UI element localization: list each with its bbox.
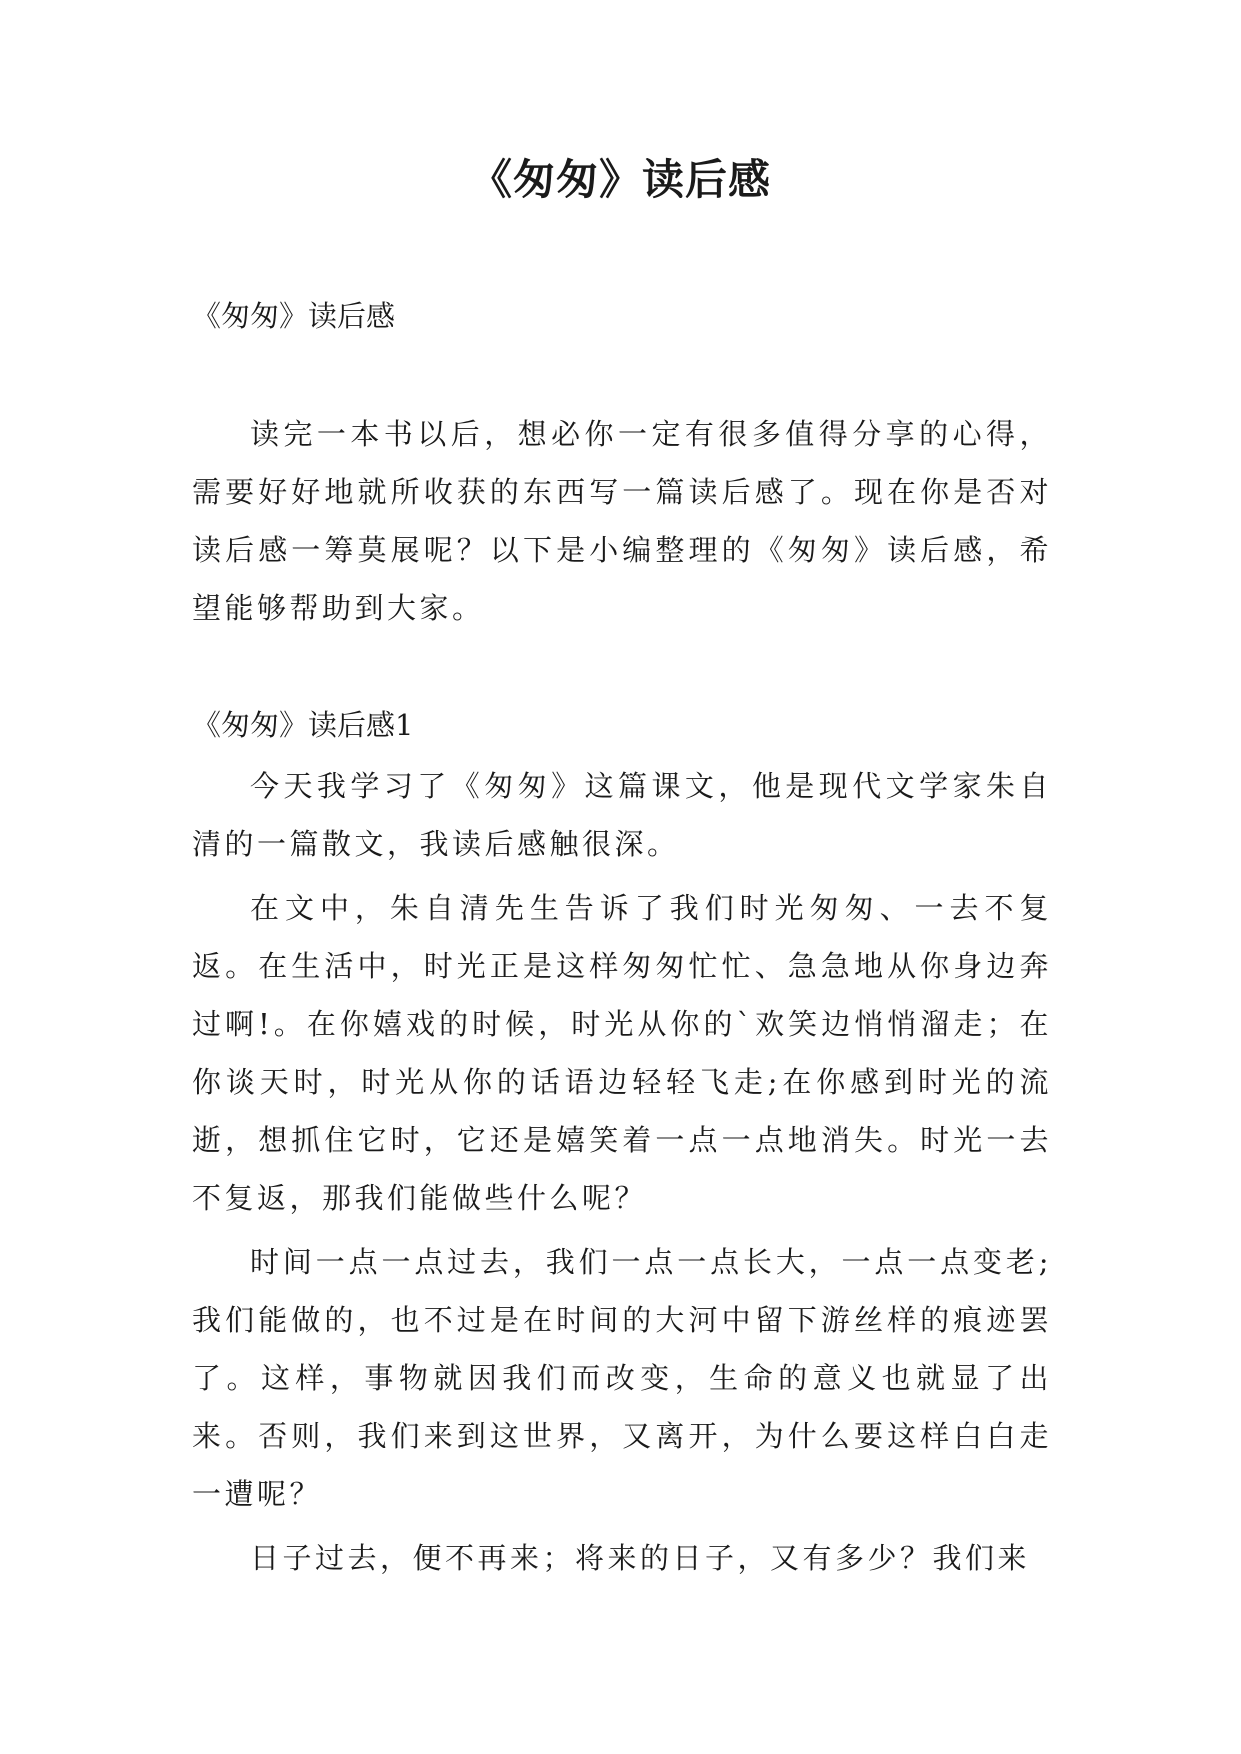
intro-section: [192, 405, 1052, 637]
document-subtitle: 《匆匆》读后感: [192, 299, 396, 333]
essay-heading: 《匆匆》读后感1: [192, 708, 414, 742]
essay-paragraph: 今天我学习了《匆匆》这篇课文，他是现代文学家朱自清的一篇散文，我读后感触很深。: [192, 769, 1052, 861]
page-title: 《匆匆》读后感: [469, 155, 771, 204]
essay-body: [192, 757, 1052, 1593]
intro-paragraph: 读完一本书以后，想必你一定有很多值得分享的心得，需要好好地就所收获的东西写一篇读后感了。现在你是否对读后感一筹莫展呢？以下是小编整理的《匆匆》读后感，希望能够帮助到大家。: [192, 417, 1052, 625]
essay-paragraph: 时间一点一点过去，我们一点一点长大，一点一点变老;我们能做的，也不过是在时间的大河中留下游丝样的痕迹罢了。这样，事物就因我们而改变，生命的意义也就显了出来。否则，我们来到这世界，又离开，为什么要这样白白走一遭呢？: [192, 1245, 1052, 1511]
essay-paragraph: 在文中，朱自清先生告诉了我们时光匆匆、一去不复返。在生活中，时光正是这样匆匆忙忙、急急地从你身边奔过啊!。在你嬉戏的时候，时光从你的`欢笑边悄悄溜走；在你谈天时，时光从你的话语边轻轻飞走;在你感到时光的流逝，想抓住它时，它还是嬉笑着一点一点地消失。时光一去不复返，那我们能做些什么呢？: [192, 891, 1052, 1215]
essay-paragraph: 日子过去，便不再来；将来的日子，又有多少？我们来: [250, 1541, 1031, 1575]
